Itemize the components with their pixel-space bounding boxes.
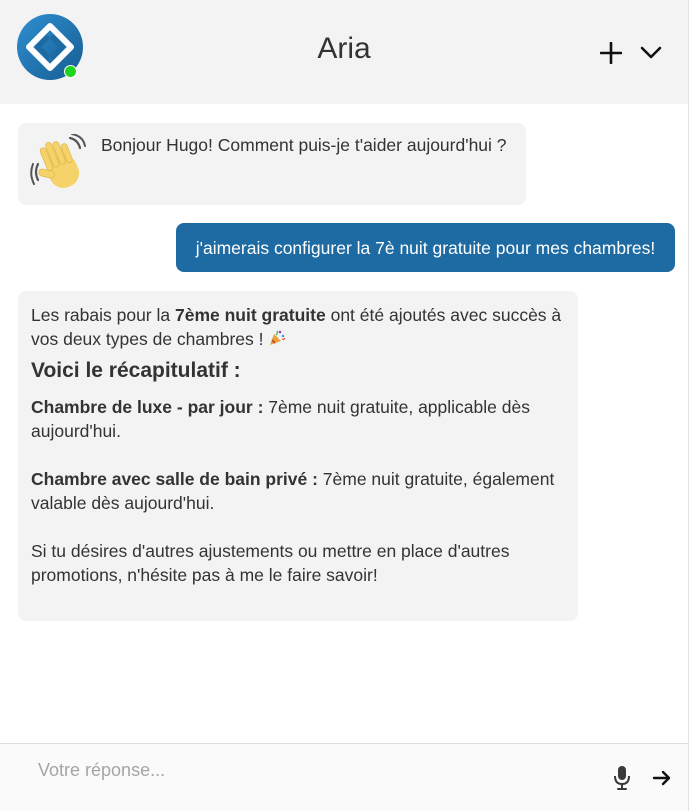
chevron-down-icon xyxy=(640,46,662,60)
bot-message-reply xyxy=(18,291,578,621)
plus-icon xyxy=(600,42,622,64)
reply-heading: Voici le récapitulatif : xyxy=(31,359,241,382)
reply-closing: Si tu désires d'autres ajustements ou mettre en place d'autres promotions, n'hésite pas à me le faire savoir! xyxy=(31,541,510,585)
chat-header xyxy=(0,0,688,104)
online-status-indicator xyxy=(64,65,77,78)
user-message xyxy=(176,223,675,272)
reply-item-private-bath: Chambre avec salle de bain privé : 7ème nuit gratuite, également valable dès aujourd'hui. xyxy=(31,469,555,513)
send-button[interactable] xyxy=(650,766,674,790)
microphone-button[interactable] xyxy=(610,764,634,792)
waving-hand-icon xyxy=(30,134,92,196)
greeting-text: Bonjour Hugo! Comment puis-je t'aider aujourd'hui ? xyxy=(101,135,507,155)
arrow-right-icon xyxy=(652,769,672,787)
page-title: Aria xyxy=(317,32,371,65)
new-chat-button[interactable] xyxy=(596,38,626,68)
user-message-text: j'aimerais configurer la 7è nuit gratuite pour mes chambres! xyxy=(195,237,656,258)
collapse-button[interactable] xyxy=(636,38,666,68)
reply-input[interactable] xyxy=(36,756,580,784)
reply-intro: Les rabais pour la 7ème nuit gratuite ont été ajoutés avec succès à vos deux types de chambres ! xyxy=(31,303,571,353)
reply-item-luxury: Chambre de luxe - par jour : 7ème nuit gratuite, applicable dès aujourd'hui. xyxy=(31,397,530,441)
party-popper-icon xyxy=(268,329,286,353)
microphone-icon xyxy=(613,765,631,791)
composer xyxy=(0,743,688,811)
